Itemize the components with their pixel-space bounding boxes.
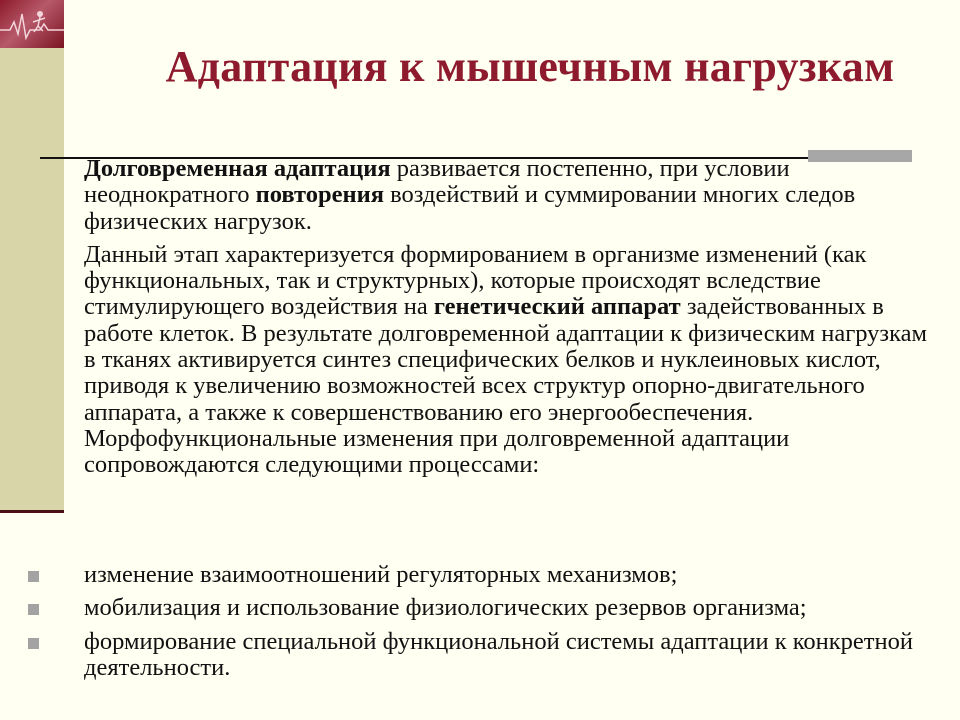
bullet-text: формирование специальной функциональной системы адаптации к конкретной деятельности. xyxy=(84,627,913,681)
slide-title: Адаптация к мышечным нагрузкам xyxy=(165,42,895,91)
square-bullet-icon xyxy=(28,571,39,582)
paragraph-long-term-adaptation xyxy=(84,156,940,235)
paragraph2-text-2: задействованных в работе клеток. В результате долговременной адаптации к физическим нагрузкам в тканях активируется синтез специфических белков и нуклеиновых кислот, приводя к увеличению возможностей всех структур опорно-двигательного аппарата, а также к совершенствованию его энергообеспечения. Морфофункциональные изменения при долговременной адаптации сопровождаются следующими процессами: xyxy=(84,293,928,479)
term-repetition: повторения xyxy=(255,181,384,209)
paragraph1-text-1: развивается постепенно, при условии неоднократного xyxy=(84,155,790,209)
list-item xyxy=(0,562,960,588)
bullet-text: изменение взаимоотношений регуляторных механизмов; xyxy=(84,561,678,588)
paragraph1-text-2: воздействий и суммировании многих следов физических нагрузок. xyxy=(84,181,856,235)
paragraph2-text-1: Данный этап характеризуется формированием в организме изменений (как функциональных, так и структурных), которые происходят вследствие стимулирующего воздействия на xyxy=(84,240,867,321)
bullet-text: мобилизация и использование физиологических резервов организма; xyxy=(84,594,807,622)
square-bullet-icon xyxy=(28,604,39,615)
list-item xyxy=(0,629,960,682)
heartbeat-icon xyxy=(0,0,64,48)
term-genetic-apparatus: генетический аппарат xyxy=(433,293,681,321)
corner-logo-image xyxy=(0,0,64,48)
square-bullet-icon xyxy=(28,638,39,649)
side-decor-line xyxy=(0,510,64,513)
slide-body xyxy=(84,156,940,486)
term-long-term-adaptation: Долговременная адаптация xyxy=(84,155,391,182)
bullet-list xyxy=(0,562,960,688)
side-decor-band xyxy=(0,48,64,510)
list-item xyxy=(0,595,960,621)
paragraph-stage-description xyxy=(84,242,940,479)
